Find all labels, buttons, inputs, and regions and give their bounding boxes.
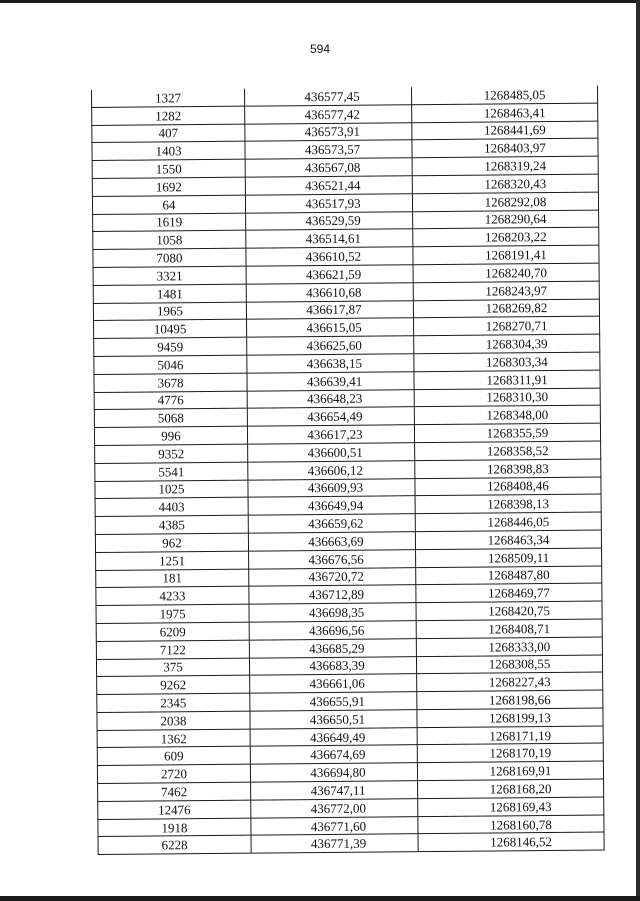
y-coordinate-cell: 1268169,43 [418, 797, 604, 816]
point-number-cell: 7080 [93, 248, 246, 267]
y-coordinate-cell: 1268270,71 [414, 316, 600, 335]
x-coordinate-cell: 436648,23 [247, 389, 414, 408]
point-number-cell: 5046 [94, 355, 247, 374]
point-number-cell: 4403 [95, 497, 248, 516]
x-coordinate-cell: 436650,51 [250, 710, 417, 729]
x-coordinate-cell: 436659,62 [248, 514, 415, 533]
x-coordinate-cell: 436696,56 [249, 621, 416, 640]
point-number-cell: 10495 [94, 320, 247, 339]
y-coordinate-cell: 1268311,91 [414, 370, 600, 389]
y-coordinate-cell: 1268319,24 [412, 156, 598, 175]
y-coordinate-cell: 1268308,55 [416, 655, 602, 674]
y-coordinate-cell: 1268240,70 [413, 263, 599, 282]
y-coordinate-cell: 1268463,41 [412, 103, 598, 122]
x-coordinate-cell: 436521,44 [245, 176, 412, 195]
x-coordinate-cell: 436517,93 [245, 193, 412, 212]
y-coordinate-cell: 1268408,46 [415, 477, 601, 496]
y-coordinate-cell: 1268485,05 [411, 86, 597, 105]
x-coordinate-cell: 436663,69 [248, 532, 415, 551]
point-number-cell: 1025 [95, 480, 248, 499]
x-coordinate-cell: 436649,49 [250, 727, 417, 746]
y-coordinate-cell: 1268160,78 [418, 815, 604, 834]
x-coordinate-cell: 436638,15 [247, 354, 414, 373]
y-coordinate-cell: 1268199,13 [417, 708, 603, 727]
point-number-cell: 5541 [95, 462, 248, 481]
point-number-cell: 9459 [94, 337, 247, 356]
y-coordinate-cell: 1268441,69 [412, 121, 598, 140]
x-coordinate-cell: 436610,68 [246, 282, 413, 301]
y-coordinate-cell: 1268169,91 [417, 761, 603, 780]
y-coordinate-cell: 1268403,97 [412, 138, 598, 157]
y-coordinate-cell: 1268420,75 [416, 601, 602, 620]
point-number-cell: 1481 [93, 284, 246, 303]
point-number-cell: 407 [92, 124, 245, 143]
point-number-cell: 1251 [96, 551, 249, 570]
point-number-cell: 1550 [92, 159, 245, 178]
x-coordinate-cell: 436617,87 [246, 300, 413, 319]
point-number-cell: 1327 [91, 89, 244, 108]
point-number-cell: 609 [97, 747, 250, 766]
x-coordinate-cell: 436573,91 [245, 122, 412, 141]
y-coordinate-cell: 1268446,05 [415, 512, 601, 531]
scan-edge-right [636, 0, 640, 901]
x-coordinate-cell: 436674,69 [250, 745, 417, 764]
page-number: 594 [309, 42, 331, 56]
point-number-cell: 7462 [98, 782, 251, 801]
point-number-cell: 375 [96, 658, 249, 677]
point-number-cell: 9262 [97, 675, 250, 694]
y-coordinate-cell: 1268310,30 [414, 388, 600, 407]
x-coordinate-cell: 436698,35 [249, 603, 416, 622]
point-number-cell: 6228 [98, 836, 251, 855]
x-coordinate-cell: 436676,56 [249, 549, 416, 568]
point-number-cell: 2720 [97, 764, 250, 783]
point-number-cell: 4233 [96, 586, 249, 605]
y-coordinate-cell: 1268146,52 [418, 833, 604, 852]
scan-edge-top [0, 0, 640, 3]
x-coordinate-cell: 436694,80 [250, 763, 417, 782]
x-coordinate-cell: 436772,00 [251, 799, 418, 818]
point-number-cell: 996 [94, 426, 247, 445]
x-coordinate-cell: 436529,59 [246, 211, 413, 230]
point-number-cell: 962 [95, 533, 248, 552]
y-coordinate-cell: 1268408,71 [416, 619, 602, 638]
x-coordinate-cell: 436573,57 [245, 140, 412, 159]
x-coordinate-cell: 436600,51 [248, 443, 415, 462]
x-coordinate-cell: 436654,49 [247, 407, 414, 426]
y-coordinate-cell: 1268203,22 [413, 227, 599, 246]
coordinates-table-container [91, 86, 605, 856]
x-coordinate-cell: 436712,89 [249, 585, 416, 604]
point-number-cell: 181 [96, 569, 249, 588]
y-coordinate-cell: 1268243,97 [413, 281, 599, 300]
point-number-cell: 1975 [96, 604, 249, 623]
point-number-cell: 1362 [97, 729, 250, 748]
y-coordinate-cell: 1268463,34 [415, 530, 601, 549]
y-coordinate-cell: 1268333,00 [416, 637, 602, 656]
point-number-cell: 1918 [98, 818, 251, 837]
x-coordinate-cell: 436621,59 [246, 265, 413, 284]
x-coordinate-cell: 436655,91 [250, 692, 417, 711]
coordinates-table-body [91, 86, 604, 855]
point-number-cell: 6209 [96, 622, 249, 641]
y-coordinate-cell: 1268269,82 [413, 299, 599, 318]
point-number-cell: 64 [92, 195, 245, 214]
x-coordinate-cell: 436625,60 [247, 336, 414, 355]
x-coordinate-cell: 436606,12 [248, 460, 415, 479]
point-number-cell: 2345 [97, 693, 250, 712]
point-number-cell: 9352 [95, 444, 248, 463]
y-coordinate-cell: 1268355,59 [414, 423, 600, 442]
point-number-cell: 3678 [94, 373, 247, 392]
y-coordinate-cell: 1268348,00 [414, 405, 600, 424]
y-coordinate-cell: 1268304,39 [414, 334, 600, 353]
x-coordinate-cell: 436577,42 [245, 104, 412, 123]
x-coordinate-cell: 436567,08 [245, 158, 412, 177]
point-number-cell: 7122 [96, 640, 249, 659]
y-coordinate-cell: 1268487,80 [416, 566, 602, 585]
y-coordinate-cell: 1268469,77 [416, 583, 602, 602]
y-coordinate-cell: 1268320,43 [412, 174, 598, 193]
y-coordinate-cell: 1268170,19 [417, 744, 603, 763]
y-coordinate-cell: 1268290,64 [413, 210, 599, 229]
point-number-cell: 2038 [97, 711, 250, 730]
scan-edge-bottom [0, 896, 640, 901]
point-number-cell: 5068 [94, 408, 247, 427]
x-coordinate-cell: 436577,45 [244, 87, 411, 106]
x-coordinate-cell: 436649,94 [248, 496, 415, 515]
x-coordinate-cell: 436609,93 [248, 478, 415, 497]
y-coordinate-cell: 1268191,41 [413, 245, 599, 264]
table-row [98, 833, 604, 855]
x-coordinate-cell: 436747,11 [251, 781, 418, 800]
point-number-cell: 12476 [98, 800, 251, 819]
y-coordinate-cell: 1268171,19 [417, 726, 603, 745]
x-coordinate-cell: 436720,72 [249, 567, 416, 586]
point-number-cell: 1692 [92, 177, 245, 196]
x-coordinate-cell: 436771,60 [251, 816, 418, 835]
point-number-cell: 1965 [93, 302, 246, 321]
coordinates-table [91, 86, 605, 856]
y-coordinate-cell: 1268398,83 [415, 459, 601, 478]
y-coordinate-cell: 1268509,11 [416, 548, 602, 567]
y-coordinate-cell: 1268303,34 [414, 352, 600, 371]
point-number-cell: 3321 [93, 266, 246, 285]
point-number-cell: 1619 [93, 213, 246, 232]
point-number-cell: 4385 [95, 515, 248, 534]
x-coordinate-cell: 436514,61 [246, 229, 413, 248]
x-coordinate-cell: 436771,39 [251, 834, 418, 853]
y-coordinate-cell: 1268198,66 [417, 690, 603, 709]
x-coordinate-cell: 436639,41 [247, 371, 414, 390]
y-coordinate-cell: 1268168,20 [418, 779, 604, 798]
y-coordinate-cell: 1268398,13 [415, 494, 601, 513]
point-number-cell: 1403 [92, 142, 245, 161]
point-number-cell: 1058 [93, 231, 246, 250]
y-coordinate-cell: 1268358,52 [415, 441, 601, 460]
point-number-cell: 1282 [92, 106, 245, 125]
x-coordinate-cell: 436661,06 [250, 674, 417, 693]
x-coordinate-cell: 436615,05 [247, 318, 414, 337]
x-coordinate-cell: 436610,52 [246, 247, 413, 266]
y-coordinate-cell: 1268292,08 [412, 192, 598, 211]
x-coordinate-cell: 436617,23 [247, 425, 414, 444]
point-number-cell: 4776 [94, 391, 247, 410]
x-coordinate-cell: 436683,39 [249, 656, 416, 675]
x-coordinate-cell: 436685,29 [249, 638, 416, 657]
y-coordinate-cell: 1268227,43 [417, 672, 603, 691]
